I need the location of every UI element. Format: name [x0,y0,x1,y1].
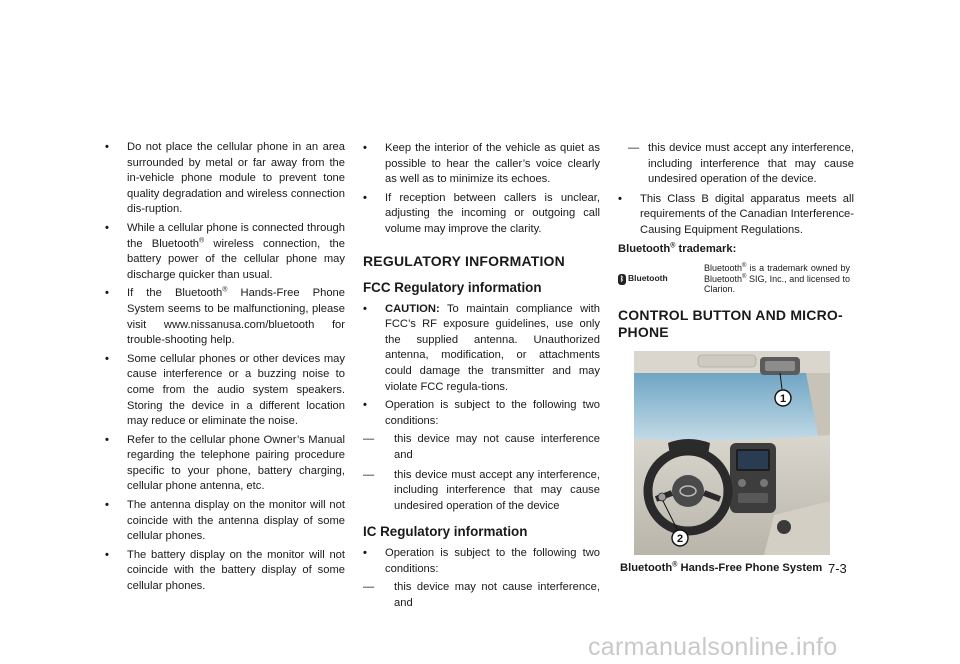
list-item: • CAUTION: To maintain compliance with FCC’s RF exposure guidelines, use only the supplied antenna. Unauthorized antenna, modification, or attachments could damage the transmitter and may violate FCC regula-tions. [363,302,600,393]
list-item: • If the Bluetooth® Hands-Free Phone System seems to be malfunctioning, please visit www.nissanusa.com/bluetooth for trouble-shooting help. [105,286,346,347]
condition-item: — this device must accept any interference, including interference that may cause undesired operation of the device [363,468,600,512]
dashboard-illustration [634,351,830,555]
heading-regulatory-information: REGULATORY INFORMATION [363,252,565,269]
callout-2-label: 2 [676,532,684,545]
heading-fcc-regulatory: FCC Regulatory information [363,279,542,295]
watermark: carmanualsonline.info [588,633,838,661]
list-item-text: Some cellular phones or other devices may cause interference or a buzzing noise to come from the audio system speakers. Storing the device in a different location may reduce or eliminate the noise. [127,352,345,428]
list-item-text: wireless connection, the battery power of the cellular phone may discharge quicker than usual. [127,237,345,281]
column-2 [363,141,600,616]
list-item: • Keep the interior of the vehicle as quiet as possible to hear the caller’s voice clearly as well as to minimize its echoes. [363,142,600,186]
condition-item: — this device must accept any interference, including interference that may cause undesired operation of the device. [628,142,854,186]
bluetooth-trademark-text: Bluetooth® is a trademark owned by Bluetooth® SIG, Inc., and licensed to Clarion. [704,263,850,295]
bluetooth-icon: ᛒ [619,275,625,283]
list-item-text: The antenna display on the monitor will not coincide with the antenna display of some cellular phones. [127,499,345,543]
list-item-text: Hands-Free Phone System seems to be malfunctioning, please visit www.nissanusa.com/bluetooth for trouble-shooting help. [127,287,346,347]
bluetooth-logo: ᛒ Bluetooth [619,273,668,284]
page-number: 7-3 [828,561,847,576]
list-item-text: While a cellular phone is connected through the Bluetooth [127,221,345,250]
list-item: • The battery display on the monitor will not coincide with the battery display of some cellular phones. [105,548,345,593]
list-item: • Operation is subject to the following two conditions: [363,399,600,427]
heading-ic-regulatory: IC Regulatory information [363,524,528,540]
bluetooth-trademark-block [618,263,854,295]
list-item: • Refer to the cellular phone Owner’s Manual regarding the telephone pairing procedure specific to your phone, battery charging, cellular phone antenna, etc. [105,433,345,493]
column-3 [618,138,854,555]
footer-title: Bluetooth® Hands-Free Phone System [620,561,823,574]
condition-item: — this device may not cause interference, and [363,581,600,610]
list-item-text: The battery display on the monitor will not coincide with the battery display of some cellular phones. [127,548,345,593]
caution-label: CAUTION: [385,302,440,315]
condition-item: — this device may not cause interference and [363,433,600,461]
list-item: • Do not place the cellular phone in an area surrounded by metal or far away from the in-vehicle phone module to prevent tone quality degradation and wireless connection dis-ruption. [105,141,345,216]
list-item: • While a cellular phone is connected through the Bluetooth® wireless connection, the battery power of the cellular phone may discharge quicker than usual. [105,221,345,281]
list-item: • If reception between callers is unclear, adjusting the incoming or outgoing call volume may improve the clarity. [363,191,600,235]
page-footer [620,562,860,574]
list-item-text: Do not place the cellular phone in an area surrounded by metal or far away from the in-vehicle phone module to prevent tone quality degradation and wireless connection dis-ruption. [127,141,345,216]
list-item: • Operation is subject to the following two conditions: [363,547,600,575]
list-item: • This Class B digital apparatus meets all requirements of the Canadian Interference-Causing Equipment Regulations. [618,192,854,236]
list-item: • Some cellular phones or other devices may cause interference or a buzzing noise to come from the audio system speakers. Storing the device in a different location may reduce or eliminate the noise. [105,352,345,428]
list-item-text: If the Bluetooth [127,287,223,300]
callout-1-label: 1 [779,392,787,405]
heading-control-button-microphone: CONTROL BUTTON AND MICRO-PHONE [618,306,843,340]
list-item: • The antenna display on the monitor will not coincide with the antenna display of some cellular phones. [105,499,345,543]
column-1 [105,140,345,598]
list-item-text: Refer to the cellular phone Owner’s Manual regarding the telephone pairing procedure specific to your phone, battery charging, cellular phone antenna, etc. [127,433,345,493]
bluetooth-trademark-title: Bluetooth® trademark: [618,241,737,255]
